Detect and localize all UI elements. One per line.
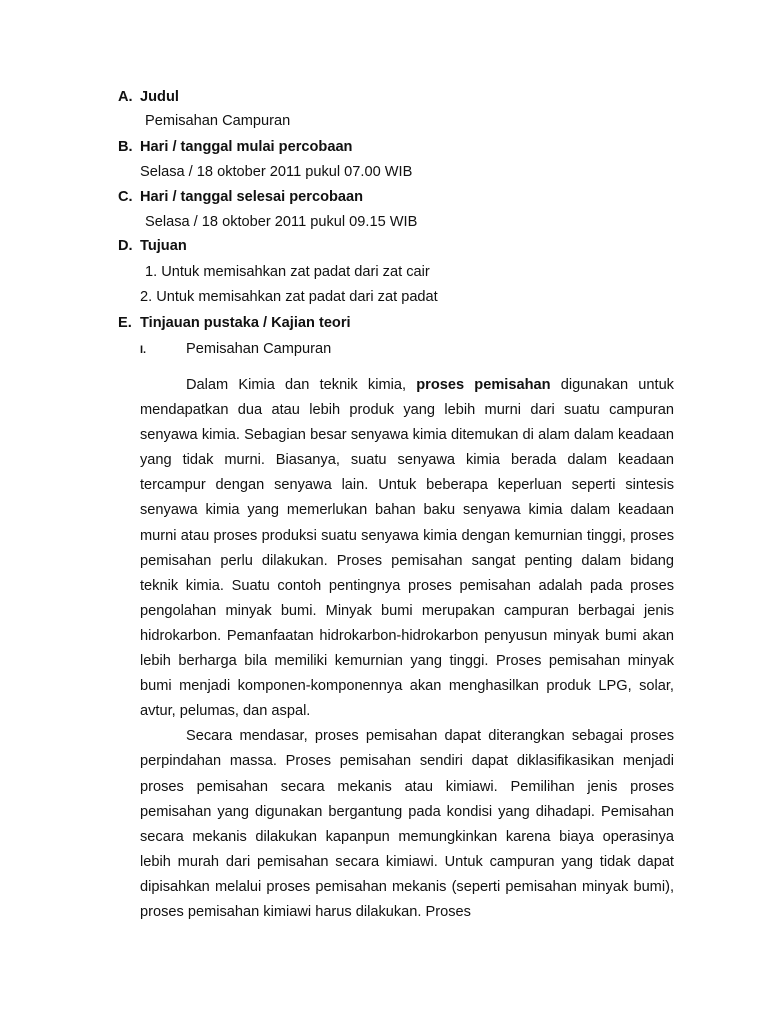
paragraph-1-start: Dalam Kimia dan teknik kimia, [186,377,417,393]
section-a-heading: Judul [140,89,179,105]
paragraph-1-bold-term: proses pemisahan [416,377,551,393]
section-c-letter: C. [118,189,133,205]
section-d-item-2: 2. Untuk memisahkan zat padat dari zat padat [140,289,438,305]
section-e-letter: E. [118,315,132,331]
section-b-content: Selasa / 18 oktober 2011 pukul 07.00 WIB [140,164,413,180]
section-d-letter: D. [118,238,133,254]
paragraph-1-rest: digunakan untuk mendapatkan dua atau lebih produk yang lebih murni dari suatu campuran senyawa kimia. Sebagian besar senyawa kimia ditemukan di alam dalam keadaan yang tidak murni. Biasanya, suatu senyawa kimia berada dalam keadaan tercampur dengan senyawa lain. Untuk beberapa keperluan seperti sintesis senyawa kimia yang memerlukan bahan baku senyawa kimia dalam keadaan murni atau proses produksi suatu senyawa kimia dengan kemurnian tinggi, proses pemisahan perlu dilakukan. Proses pemisahan sangat penting dalam bidang teknik kimia. Suatu contoh pentingnya proses pemisahan adalah pada proses pengolahan minyak bumi. Minyak bumi merupakan campuran berbagai jenis hidrokarbon. Pemanfaatan hidrokarbon-hidrokarbon penyusun minyak bumi akan lebih berharga bila memiliki kemurnian yang tinggi. Proses pemisahan minyak bumi menjadi komponen-komponennya akan menghasilkan produk LPG, solar, avtur, pelumas, dan aspal. [140,377,674,720]
section-b-letter: B. [118,139,133,155]
section-e-heading: Tinjauan pustaka / Kajian teori [140,315,351,331]
section-a-letter: A. [118,89,133,105]
paragraph-2: Secara mendasar, proses pemisahan dapat diterangkan sebagai proses perpindahan massa. Proses pemisahan sendiri dapat diklasifikasikan menjadi proses pemisahan secara mekanis atau kimiawi. Pemilihan jenis proses pemisahan yang digunakan bergantung pada kondisi yang dihadapi. Pemisahan secara mekanis dilakukan kapanpun memungkinkan karena biaya operasinya lebih murah dari pemisahan secara kimiawi. Untuk campuran yang tidak dapat dipisahkan melalui proses pemisahan mekanis (seperti pemisahan minyak bumi), proses pemisahan kimiawi harus dilakukan. Proses [140,728,674,920]
section-c-content: Selasa / 18 oktober 2011 pukul 09.15 WIB [145,214,418,230]
body-text [140,373,674,925]
subsection-number: I. [140,344,147,356]
section-b-heading: Hari / tanggal mulai percobaan [140,139,353,155]
section-d-heading: Tujuan [140,238,187,254]
section-a-content: Pemisahan Campuran [145,113,291,129]
section-d-item-1: 1. Untuk memisahkan zat padat dari zat cair [145,264,430,280]
paragraph-1 [140,373,674,724]
subsection-title: Pemisahan Campuran [186,341,332,357]
section-c-heading: Hari / tanggal selesai percobaan [140,189,364,205]
